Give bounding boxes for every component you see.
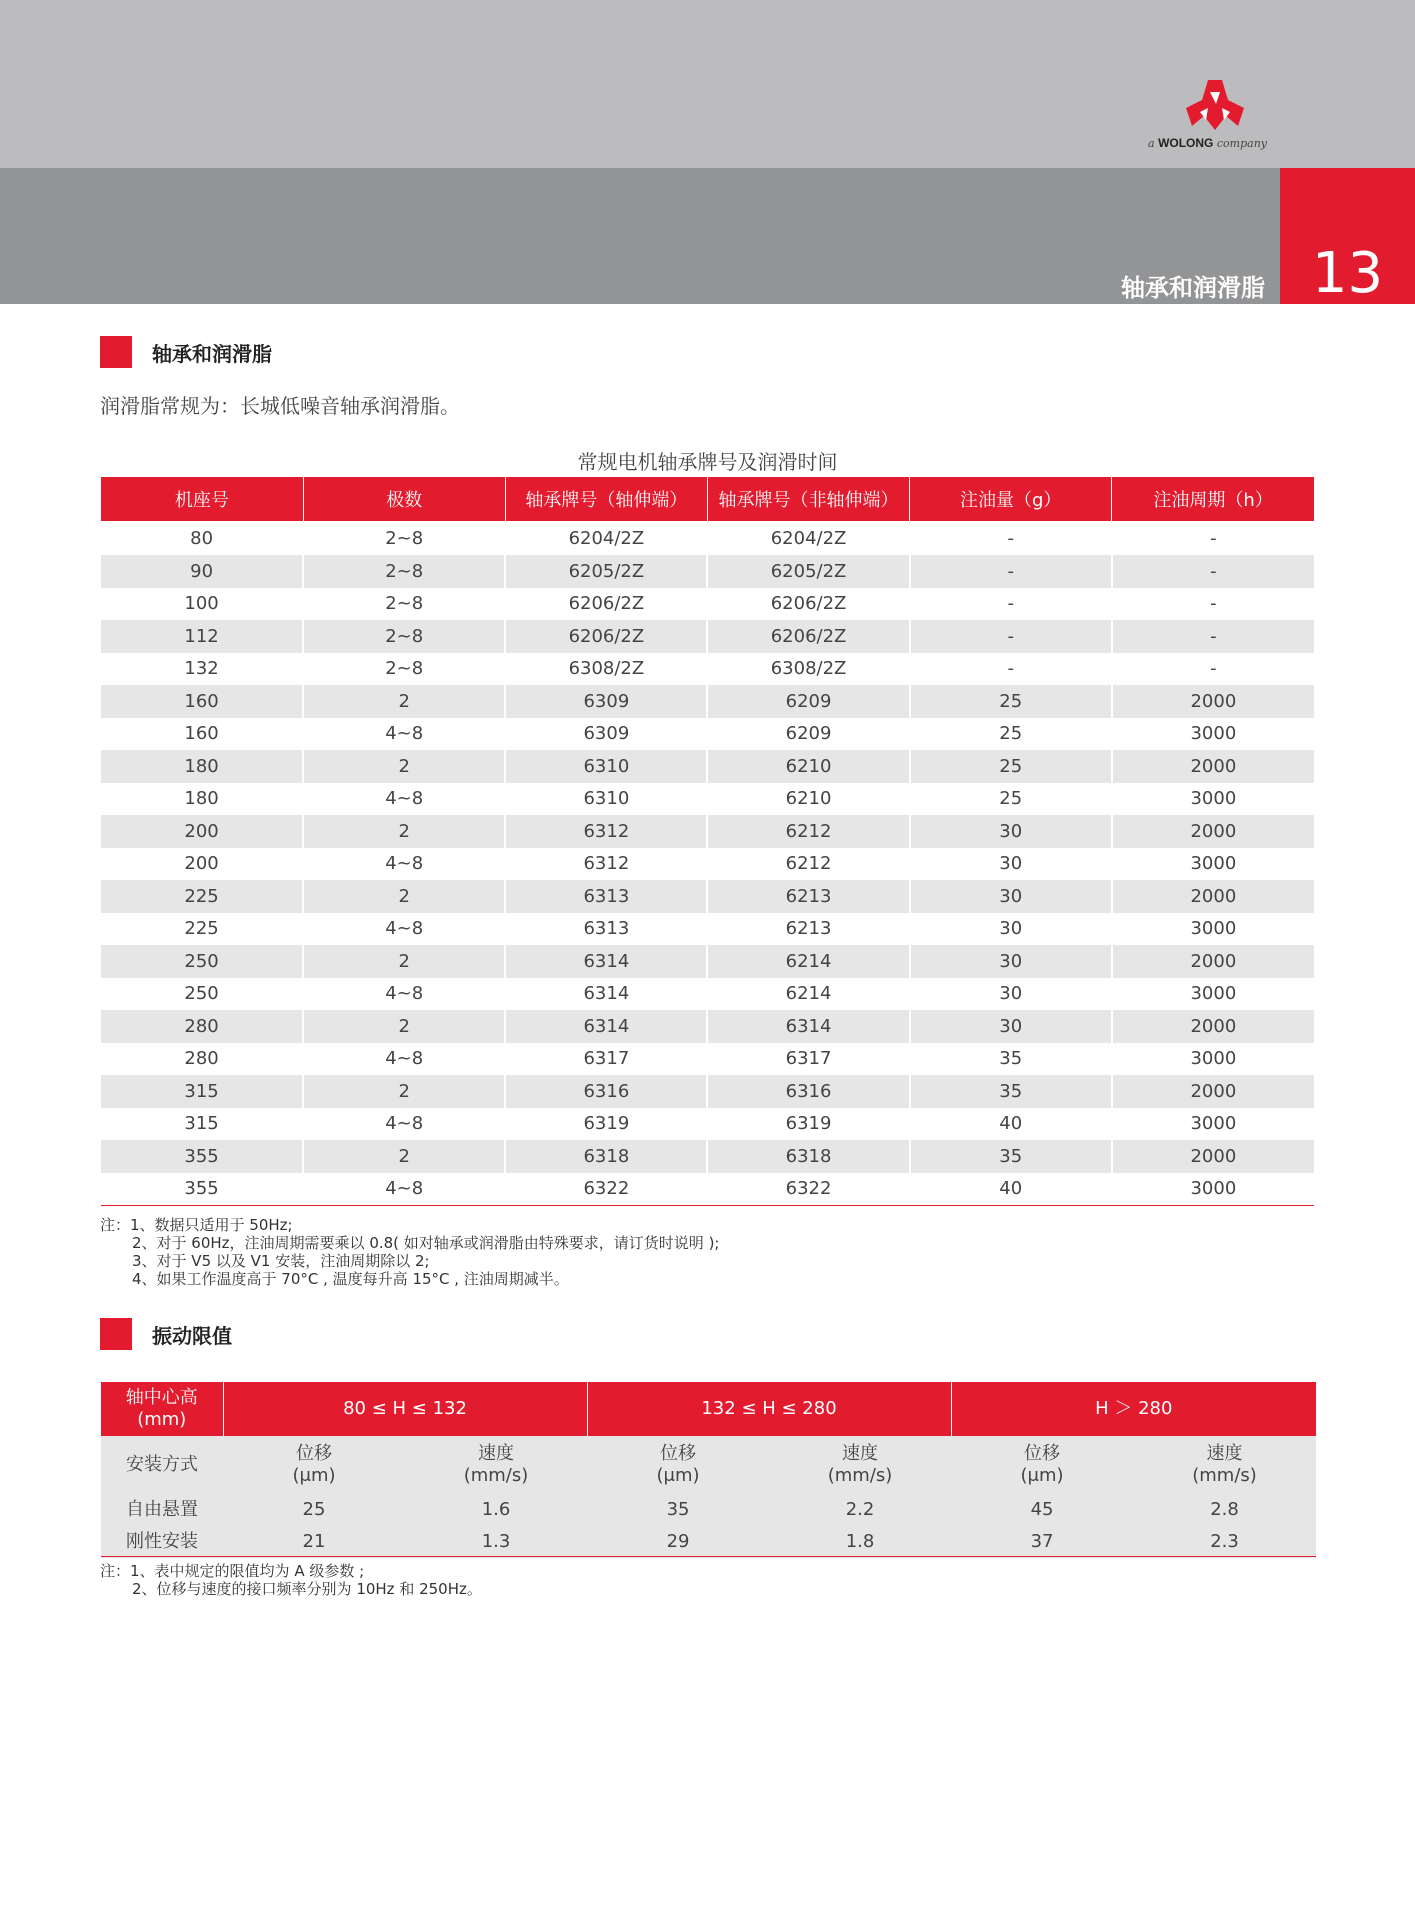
- table-cell: 30: [910, 848, 1112, 881]
- table-cell: 180: [101, 783, 303, 816]
- vib-cell: 45: [951, 1494, 1133, 1526]
- table-cell: 6314: [707, 1010, 909, 1043]
- table-cell: 6205/2Z: [505, 555, 707, 588]
- note-line: 注：1、数据只适用于 50Hz;: [100, 1216, 293, 1234]
- vib-sub-displacement: 位移 (μm): [951, 1436, 1133, 1494]
- table-cell: 6318: [707, 1140, 909, 1173]
- table-cell: 30: [910, 1010, 1112, 1043]
- table-cell: 6212: [707, 815, 909, 848]
- table-row: [101, 653, 1314, 686]
- table-cell: 2000: [1112, 1075, 1314, 1108]
- table-cell: 2000: [1112, 880, 1314, 913]
- table-cell: 6308/2Z: [505, 653, 707, 686]
- table-cell: 4~8: [303, 718, 505, 751]
- table-cell: 3000: [1190, 1178, 1237, 1200]
- vib-row-label: 自由悬置: [101, 1494, 223, 1526]
- col-frame: 机座号: [101, 477, 303, 521]
- vib-sub-velocity: 速度 (mm/s): [1133, 1436, 1316, 1494]
- table-cell: 25: [910, 718, 1112, 751]
- table-row: [101, 685, 1314, 718]
- table-row: [101, 913, 1314, 946]
- bearing-table: [101, 477, 1314, 1205]
- table-cell: 4~8: [303, 783, 505, 816]
- section-title-bearings: 轴承和润滑脂: [100, 336, 272, 368]
- table-cell: 2: [303, 1010, 505, 1043]
- table-cell: 4~8: [303, 1173, 505, 1206]
- table-cell: 6316: [505, 1075, 707, 1108]
- section-title-vibration: 振动限值: [100, 1318, 232, 1350]
- table-cell: 2: [303, 685, 505, 718]
- table-cell: 2: [303, 880, 505, 913]
- table-cell: 6314: [505, 978, 707, 1011]
- table-cell: 30: [910, 815, 1112, 848]
- table-cell: -: [910, 521, 1112, 555]
- table-cell: 112: [101, 620, 303, 653]
- table-cell: 100: [101, 588, 303, 621]
- table-cell: 6312: [505, 848, 707, 881]
- table-cell: 6313: [505, 913, 707, 946]
- table-cell: 40: [910, 1108, 1112, 1141]
- table-row: [101, 1108, 1314, 1141]
- table-cell: 355: [101, 1140, 303, 1173]
- bearing-notes: [100, 1216, 719, 1288]
- vib-cell: 1.8: [769, 1526, 951, 1558]
- table-cell: 225: [101, 880, 303, 913]
- table-cell: 3000: [1190, 1048, 1237, 1070]
- grease-intro: 润滑脂常规为：长城低噪音轴承润滑脂。: [100, 394, 460, 418]
- section-marker: [100, 336, 132, 368]
- vib-header-row: [101, 1382, 1316, 1436]
- page-number-box: [1280, 168, 1415, 304]
- table-cell: -: [1210, 658, 1217, 680]
- vib-table-bottom-line: [101, 1556, 1316, 1557]
- vibration-table: [101, 1382, 1316, 1558]
- table-cell: 30: [910, 945, 1112, 978]
- table-cell: -: [910, 555, 1112, 588]
- table-row: [101, 1010, 1314, 1043]
- vibration-notes: [100, 1562, 482, 1598]
- table-cell: -: [1112, 620, 1314, 653]
- table-cell: 6206/2Z: [505, 588, 707, 621]
- note-line: 3、对于 V5 以及 V1 安装，注油周期除以 2;: [132, 1252, 430, 1270]
- table-cell: 6309: [505, 718, 707, 751]
- table-cell: 6317: [707, 1043, 909, 1076]
- table-row: [101, 978, 1314, 1011]
- table-cell: 2~8: [303, 653, 505, 686]
- table-cell: 2: [303, 1075, 505, 1108]
- col-bearing-nde: 轴承牌号（非轴伸端）: [707, 477, 909, 521]
- table-cell: -: [1112, 555, 1314, 588]
- table-cell: 6309: [505, 685, 707, 718]
- table-cell: 6205/2Z: [707, 555, 909, 588]
- vib-sub-displacement: 位移 (μm): [587, 1436, 769, 1494]
- table-header-row: [101, 477, 1314, 521]
- page-number: 13: [1311, 241, 1384, 306]
- vib-cell: 37: [951, 1526, 1133, 1558]
- table-cell: -: [910, 653, 1112, 686]
- table-bottom-line: [101, 1205, 1314, 1206]
- table-cell: 30: [910, 913, 1112, 946]
- table-cell: 6317: [505, 1043, 707, 1076]
- table-cell: 6313: [505, 880, 707, 913]
- table-cell: 160: [101, 685, 303, 718]
- note-line: 2、对于 60Hz，注油周期需要乘以 0.8( 如对轴承或润滑脂由特殊要求，请订货时说明 );: [132, 1234, 720, 1252]
- table-cell: 6310: [505, 783, 707, 816]
- wolong-logo-icon: [1182, 78, 1248, 134]
- table-cell: -: [910, 620, 1112, 653]
- table-cell: 6312: [505, 815, 707, 848]
- table-cell: 315: [101, 1075, 303, 1108]
- table-cell: 250: [101, 978, 303, 1011]
- vib-col-shaft-height: 轴中心高 (mm): [101, 1382, 223, 1436]
- table-cell: 6314: [505, 945, 707, 978]
- vib-mount-label: 安装方式: [101, 1436, 223, 1494]
- table-cell: 250: [101, 945, 303, 978]
- table-cell: 6322: [707, 1173, 909, 1206]
- table-row: [101, 750, 1314, 783]
- table-row: [101, 620, 1314, 653]
- vib-cell: 35: [587, 1494, 769, 1526]
- col-grease-interval: 注油周期（h）: [1112, 477, 1314, 521]
- vib-cell: 1.6: [405, 1494, 587, 1526]
- table-cell: 3000: [1190, 983, 1237, 1005]
- table-row: [101, 815, 1314, 848]
- vib-sub-velocity: 速度 (mm/s): [405, 1436, 587, 1494]
- table-cell: 6319: [505, 1108, 707, 1141]
- vib-subheader-row: [101, 1436, 1316, 1494]
- table-cell: 6314: [505, 1010, 707, 1043]
- table-cell: 2: [303, 1140, 505, 1173]
- table-row: [101, 555, 1314, 588]
- table-cell: 6214: [707, 978, 909, 1011]
- table-row: [101, 848, 1314, 881]
- note-line: 2、位移与速度的接口频率分别为 10Hz 和 250Hz。: [132, 1580, 482, 1598]
- table-cell: 160: [101, 718, 303, 751]
- table-cell: 2~8: [303, 588, 505, 621]
- table-cell: 6322: [505, 1173, 707, 1206]
- vib-row-free: [101, 1494, 1316, 1526]
- table-row: [101, 1140, 1314, 1173]
- table-cell: 40: [910, 1173, 1112, 1206]
- table-cell: 3000: [1190, 788, 1237, 810]
- table-cell: -: [1210, 527, 1217, 549]
- table-cell: 25: [910, 750, 1112, 783]
- company-logo: [1148, 78, 1282, 158]
- table-cell: 225: [101, 913, 303, 946]
- table-cell: 3000: [1190, 853, 1237, 875]
- vib-range-2: 132 ≤ H ≤ 280: [587, 1382, 951, 1436]
- table-row: [101, 783, 1314, 816]
- vib-cell: 2.2: [769, 1494, 951, 1526]
- col-bearing-de: 轴承牌号（轴伸端）: [505, 477, 707, 521]
- table-row: [101, 718, 1314, 751]
- section-marker: [100, 1318, 132, 1350]
- table-cell: 30: [910, 978, 1112, 1011]
- table-cell: 25: [910, 685, 1112, 718]
- table-cell: 2: [303, 750, 505, 783]
- table-row: [101, 945, 1314, 978]
- table-cell: 280: [101, 1043, 303, 1076]
- note-line: 注：1、表中规定的限值均为 A 级参数 ;: [100, 1562, 365, 1580]
- header-mid-band: [0, 168, 1280, 304]
- table-cell: 4~8: [303, 913, 505, 946]
- table-cell: 6212: [707, 848, 909, 881]
- logo-text: a WOLONG company: [1148, 136, 1268, 150]
- vib-cell: 21: [223, 1526, 405, 1558]
- table-cell: 2000: [1112, 1010, 1314, 1043]
- table-row: [101, 1173, 1314, 1206]
- table-cell: 2~8: [303, 620, 505, 653]
- table-cell: 6210: [707, 750, 909, 783]
- table-cell: 6319: [707, 1108, 909, 1141]
- table-cell: 2000: [1112, 1140, 1314, 1173]
- table-cell: 35: [910, 1140, 1112, 1173]
- table-cell: 2~8: [303, 555, 505, 588]
- table-cell: 200: [101, 815, 303, 848]
- table-cell: 6204/2Z: [505, 521, 707, 555]
- table-cell: 6316: [707, 1075, 909, 1108]
- header-section-title: 轴承和润滑脂: [1121, 274, 1265, 302]
- table-cell: 6210: [707, 783, 909, 816]
- table-cell: 90: [101, 555, 303, 588]
- vib-row-label: 刚性安装: [101, 1526, 223, 1558]
- table-cell: 3000: [1190, 918, 1237, 940]
- table-cell: 4~8: [303, 1043, 505, 1076]
- table-cell: -: [1210, 593, 1217, 615]
- table-row: [101, 588, 1314, 621]
- vib-cell: 2.8: [1133, 1494, 1316, 1526]
- note-line: 4、如果工作温度高于 70°C , 温度每升高 15°C , 注油周期减半。: [132, 1270, 569, 1288]
- table-cell: 3000: [1190, 1113, 1237, 1135]
- table-cell: 6308/2Z: [707, 653, 909, 686]
- table-cell: 6213: [707, 880, 909, 913]
- table-row: [101, 1043, 1314, 1076]
- table-cell: 6209: [707, 718, 909, 751]
- table-row: [101, 880, 1314, 913]
- table-cell: 4~8: [303, 848, 505, 881]
- vib-sub-displacement: 位移 (μm): [223, 1436, 405, 1494]
- table-cell: 6206/2Z: [707, 620, 909, 653]
- table-cell: 355: [101, 1173, 303, 1206]
- vib-range-3: H ＞ 280: [951, 1382, 1316, 1436]
- table-row: [101, 521, 1314, 555]
- table-cell: 6310: [505, 750, 707, 783]
- vib-sub-velocity: 速度 (mm/s): [769, 1436, 951, 1494]
- table-cell: 6206/2Z: [707, 588, 909, 621]
- table-cell: 2000: [1112, 815, 1314, 848]
- table-cell: 6213: [707, 913, 909, 946]
- vib-cell: 2.3: [1133, 1526, 1316, 1558]
- table-cell: 132: [101, 653, 303, 686]
- vib-row-rigid: [101, 1526, 1316, 1558]
- table-cell: 2000: [1112, 685, 1314, 718]
- table-cell: 35: [910, 1043, 1112, 1076]
- table-cell: 4~8: [303, 978, 505, 1011]
- table-caption: 常规电机轴承牌号及润滑时间: [577, 450, 838, 474]
- vib-cell: 25: [223, 1494, 405, 1526]
- col-poles: 极数: [303, 477, 505, 521]
- table-cell: 200: [101, 848, 303, 881]
- vib-cell: 1.3: [405, 1526, 587, 1558]
- table-cell: 6318: [505, 1140, 707, 1173]
- table-cell: 315: [101, 1108, 303, 1141]
- table-cell: 3000: [1190, 723, 1237, 745]
- col-grease-amount: 注油量（g）: [910, 477, 1112, 521]
- table-cell: 4~8: [303, 1108, 505, 1141]
- table-cell: 2000: [1112, 750, 1314, 783]
- table-cell: 25: [910, 783, 1112, 816]
- vib-cell: 29: [587, 1526, 769, 1558]
- table-row: [101, 1075, 1314, 1108]
- table-cell: 180: [101, 750, 303, 783]
- vib-range-1: 80 ≤ H ≤ 132: [223, 1382, 587, 1436]
- table-cell: 2: [303, 945, 505, 978]
- table-cell: 280: [101, 1010, 303, 1043]
- table-cell: 6214: [707, 945, 909, 978]
- table-cell: 6204/2Z: [707, 521, 909, 555]
- table-cell: 35: [910, 1075, 1112, 1108]
- table-cell: 6206/2Z: [505, 620, 707, 653]
- table-cell: -: [910, 588, 1112, 621]
- table-cell: 2000: [1112, 945, 1314, 978]
- table-cell: 2~8: [303, 521, 505, 555]
- table-cell: 30: [910, 880, 1112, 913]
- table-cell: 2: [303, 815, 505, 848]
- table-cell: 80: [101, 521, 303, 555]
- table-cell: 6209: [707, 685, 909, 718]
